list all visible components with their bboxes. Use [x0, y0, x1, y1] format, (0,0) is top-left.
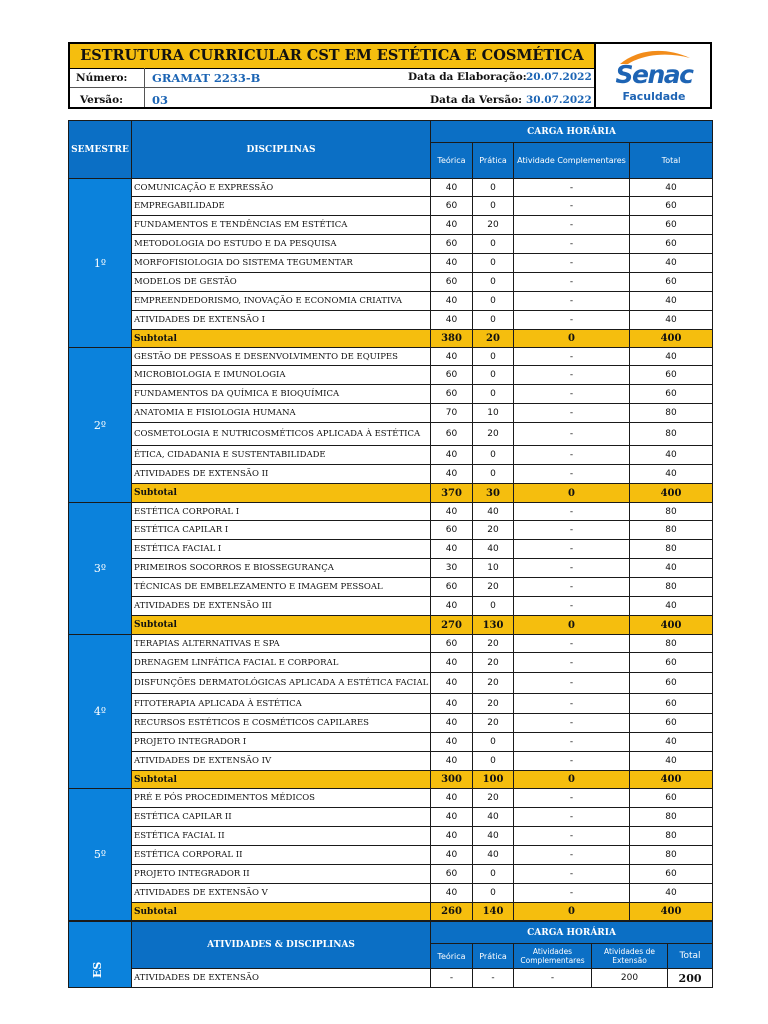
- discipline-name: ESTÉTICA CORPORAL II: [132, 846, 431, 865]
- pratica-value: 0: [473, 197, 514, 216]
- senac-logo: [594, 44, 712, 107]
- discipline-row: [69, 423, 713, 446]
- total-value: 80: [630, 578, 713, 597]
- teorica-value: 70: [431, 404, 473, 423]
- discipline-row: [69, 559, 713, 578]
- atividade-value: -: [514, 635, 630, 653]
- discipline-name: ESTÉTICA CAPILAR I: [132, 521, 431, 540]
- discipline-name: COMUNICAÇÃO E EXPRESSÃO: [132, 179, 431, 197]
- atividade-value: -: [514, 540, 630, 559]
- atividade-value: -: [514, 385, 630, 404]
- subtotal-label: Subtotal: [132, 616, 431, 635]
- semester-label: 1º: [69, 179, 132, 348]
- atividade-value: -: [514, 865, 630, 884]
- semester-label: 3º: [69, 503, 132, 635]
- numero-value: GRAMAT 2233-B: [152, 71, 261, 85]
- pratica-value: 40: [473, 540, 514, 559]
- atividade-value: -: [514, 789, 630, 808]
- discipline-name: ESTÉTICA FACIAL I: [132, 540, 431, 559]
- total-value: 60: [630, 865, 713, 884]
- bottom-header-carga-horaria: CARGA HORÁRIA: [431, 922, 713, 944]
- subtotal-teorica: 370: [431, 484, 473, 503]
- discipline-name: TERAPIAS ALTERNATIVAS E SPA: [132, 635, 431, 653]
- subtotal-row: [69, 616, 713, 635]
- subtotal-row: [69, 903, 713, 921]
- pratica-value: 10: [473, 559, 514, 578]
- atividade-value: -: [514, 366, 630, 385]
- subtotal-teorica: 260: [431, 903, 473, 921]
- discipline-row: [69, 635, 713, 653]
- atividade-value: -: [514, 404, 630, 423]
- subtotal-pratica: 140: [473, 903, 514, 921]
- discipline-row: [69, 366, 713, 385]
- atividade-value: -: [514, 653, 630, 673]
- atividade-value: -: [514, 446, 630, 465]
- teorica-value: 40: [431, 789, 473, 808]
- pratica-value: 0: [473, 254, 514, 273]
- atividade-value: -: [514, 197, 630, 216]
- teorica-value: 40: [431, 846, 473, 865]
- header-teorica: Teórica: [431, 143, 473, 179]
- discipline-row: [69, 884, 713, 903]
- discipline-row: [69, 846, 713, 865]
- teorica-value: 60: [431, 521, 473, 540]
- total-value: 40: [630, 733, 713, 752]
- pratica-value: 20: [473, 216, 514, 235]
- discipline-name: RECURSOS ESTÉTICOS E COSMÉTICOS CAPILARES: [132, 714, 431, 733]
- atividade-value: -: [514, 521, 630, 540]
- teorica-value: 40: [431, 694, 473, 714]
- discipline-name: PROJETO INTEGRADOR I: [132, 733, 431, 752]
- discipline-name: FUNDAMENTOS DA QUÍMICA E BIOQUÍMICA: [132, 385, 431, 404]
- bottom-vertical-label: ES: [69, 922, 132, 988]
- total-value: 80: [630, 827, 713, 846]
- discipline-name: PROJETO INTEGRADOR II: [132, 865, 431, 884]
- subtotal-total: 400: [630, 616, 713, 635]
- pratica-value: 20: [473, 694, 514, 714]
- atividade-value: -: [514, 694, 630, 714]
- document-header: [68, 42, 712, 109]
- total-value: 60: [630, 385, 713, 404]
- teorica-value: 60: [431, 578, 473, 597]
- teorica-value: 40: [431, 808, 473, 827]
- discipline-row: [69, 465, 713, 484]
- pratica-value: 40: [473, 503, 514, 521]
- discipline-row: [69, 404, 713, 423]
- atividade-value: -: [514, 254, 630, 273]
- discipline-name: ATIVIDADES DE EXTENSÃO II: [132, 465, 431, 484]
- discipline-row: [69, 653, 713, 673]
- subtotal-total: 400: [630, 484, 713, 503]
- discipline-name: ESTÉTICA FACIAL II: [132, 827, 431, 846]
- pratica-value: 0: [473, 884, 514, 903]
- pratica-value: 40: [473, 846, 514, 865]
- total-value: 80: [630, 423, 713, 446]
- atividade-value: -: [514, 292, 630, 311]
- semester-label: 2º: [69, 348, 132, 503]
- atividade-value: -: [514, 733, 630, 752]
- document-title: ESTRUTURA CURRICULAR CST EM ESTÉTICA E COSMÉTICA: [70, 44, 596, 69]
- discipline-row: [69, 540, 713, 559]
- total-value: 80: [630, 503, 713, 521]
- subtotal-pratica: 130: [473, 616, 514, 635]
- discipline-row: [69, 827, 713, 846]
- activity-extensao: 200: [592, 969, 668, 988]
- total-value: 80: [630, 404, 713, 423]
- bottom-header-atividades-complementares: Atividades Complementares: [514, 944, 592, 969]
- data-versao-label: Data da Versão:: [430, 94, 523, 106]
- discipline-name: ATIVIDADES DE EXTENSÃO III: [132, 597, 431, 616]
- header-total: Total: [630, 143, 713, 179]
- discipline-name: MODELOS DE GESTÃO: [132, 273, 431, 292]
- pratica-value: 40: [473, 827, 514, 846]
- discipline-name: TÉCNICAS DE EMBELEZAMENTO E IMAGEM PESSOAL: [132, 578, 431, 597]
- logo-subtitle: Faculdade: [622, 90, 686, 103]
- teorica-value: 40: [431, 597, 473, 616]
- discipline-name: MORFOFISIOLOGIA DO SISTEMA TEGUMENTAR: [132, 254, 431, 273]
- pratica-value: 0: [473, 465, 514, 484]
- discipline-row: [69, 446, 713, 465]
- atividade-value: -: [514, 273, 630, 292]
- bottom-header-pratica: Prática: [473, 944, 514, 969]
- total-value: 80: [630, 540, 713, 559]
- atividade-value: -: [514, 348, 630, 366]
- teorica-value: 40: [431, 254, 473, 273]
- discipline-name: ANATOMIA E FISIOLOGIA HUMANA: [132, 404, 431, 423]
- atividade-value: -: [514, 235, 630, 254]
- atividade-value: -: [514, 808, 630, 827]
- data-versao-value: 30.07.2022: [526, 94, 592, 106]
- pratica-value: 20: [473, 653, 514, 673]
- pratica-value: 0: [473, 273, 514, 292]
- atividade-value: -: [514, 597, 630, 616]
- pratica-value: 0: [473, 235, 514, 254]
- discipline-row: [69, 254, 713, 273]
- header-divider: [70, 87, 594, 88]
- discipline-name: ESTÉTICA CAPILAR II: [132, 808, 431, 827]
- pratica-value: 0: [473, 348, 514, 366]
- activity-name: ATIVIDADES DE EXTENSÃO: [132, 969, 431, 988]
- subtotal-label: Subtotal: [132, 330, 431, 348]
- bottom-header-total: Total: [668, 944, 713, 969]
- teorica-value: 40: [431, 884, 473, 903]
- total-value: 40: [630, 292, 713, 311]
- teorica-value: 40: [431, 311, 473, 330]
- discipline-row: [69, 578, 713, 597]
- subtotal-pratica: 30: [473, 484, 514, 503]
- pratica-value: 20: [473, 521, 514, 540]
- teorica-value: 40: [431, 733, 473, 752]
- total-value: 60: [630, 366, 713, 385]
- atividade-value: -: [514, 503, 630, 521]
- discipline-name: ÉTICA, CIDADANIA E SUSTENTABILIDADE: [132, 446, 431, 465]
- atividade-value: -: [514, 311, 630, 330]
- discipline-row: [69, 311, 713, 330]
- discipline-name: METODOLOGIA DO ESTUDO E DA PESQUISA: [132, 235, 431, 254]
- discipline-row: [69, 714, 713, 733]
- total-value: 40: [630, 179, 713, 197]
- atividade-value: -: [514, 465, 630, 484]
- discipline-name: FUNDAMENTOS E TENDÊNCIAS EM ESTÉTICA: [132, 216, 431, 235]
- discipline-name: ATIVIDADES DE EXTENSÃO I: [132, 311, 431, 330]
- semester-label: 5º: [69, 789, 132, 921]
- bottom-header-teorica: Teórica: [431, 944, 473, 969]
- discipline-name: DRENAGEM LINFÁTICA FACIAL E CORPORAL: [132, 653, 431, 673]
- teorica-value: 30: [431, 559, 473, 578]
- pratica-value: 0: [473, 865, 514, 884]
- teorica-value: 40: [431, 503, 473, 521]
- teorica-value: 60: [431, 865, 473, 884]
- teorica-value: 40: [431, 348, 473, 366]
- discipline-row: [69, 752, 713, 771]
- total-value: 40: [630, 559, 713, 578]
- header-atividades-disciplinas: ATIVIDADES & DISCIPLINAS: [132, 922, 431, 969]
- activity-total: 200: [668, 969, 713, 988]
- subtotal-pratica: 20: [473, 330, 514, 348]
- total-value: 60: [630, 714, 713, 733]
- total-value: 40: [630, 446, 713, 465]
- activity-pratica: -: [473, 969, 514, 988]
- discipline-row: [69, 216, 713, 235]
- discipline-row: [69, 521, 713, 540]
- total-value: 60: [630, 273, 713, 292]
- pratica-value: 20: [473, 714, 514, 733]
- discipline-name: MICROBIOLOGIA E IMUNOLOGIA: [132, 366, 431, 385]
- discipline-row: [69, 348, 713, 366]
- subtotal-teorica: 270: [431, 616, 473, 635]
- total-value: 40: [630, 254, 713, 273]
- teorica-value: 40: [431, 292, 473, 311]
- pratica-value: 0: [473, 385, 514, 404]
- discipline-row: [69, 808, 713, 827]
- subtotal-teorica: 380: [431, 330, 473, 348]
- discipline-row: [69, 503, 713, 521]
- subtotal-row: [69, 484, 713, 503]
- pratica-value: 20: [473, 578, 514, 597]
- teorica-value: 40: [431, 653, 473, 673]
- discipline-name: ATIVIDADES DE EXTENSÃO IV: [132, 752, 431, 771]
- logo-wordmark: Senac: [615, 60, 693, 89]
- discipline-row: [69, 733, 713, 752]
- atividade-value: -: [514, 884, 630, 903]
- discipline-name: COSMETOLOGIA E NUTRICOSMÉTICOS APLICADA À ESTÉTICA: [132, 423, 431, 446]
- discipline-row: [69, 235, 713, 254]
- atividade-value: -: [514, 179, 630, 197]
- teorica-value: 60: [431, 635, 473, 653]
- subtotal-label: Subtotal: [132, 484, 431, 503]
- teorica-value: 60: [431, 197, 473, 216]
- subtotal-atividade: 0: [514, 330, 630, 348]
- teorica-value: 40: [431, 673, 473, 694]
- teorica-value: 40: [431, 446, 473, 465]
- teorica-value: 40: [431, 179, 473, 197]
- bottom-header-atividades-extensao: Atividades de Extensão: [592, 944, 668, 969]
- total-value: 60: [630, 789, 713, 808]
- pratica-value: 20: [473, 789, 514, 808]
- pratica-value: 0: [473, 366, 514, 385]
- subtotal-row: [69, 771, 713, 789]
- activity-teorica: -: [431, 969, 473, 988]
- subtotal-atividade: 0: [514, 484, 630, 503]
- subtotal-pratica: 100: [473, 771, 514, 789]
- header-pratica: Prática: [473, 143, 514, 179]
- header-semestre: SEMESTRE: [69, 121, 132, 179]
- subtotal-atividade: 0: [514, 771, 630, 789]
- pratica-value: 0: [473, 752, 514, 771]
- pratica-value: 20: [473, 635, 514, 653]
- teorica-value: 40: [431, 465, 473, 484]
- teorica-value: 60: [431, 366, 473, 385]
- atividade-value: -: [514, 714, 630, 733]
- total-value: 60: [630, 653, 713, 673]
- atividade-value: -: [514, 827, 630, 846]
- pratica-value: 0: [473, 733, 514, 752]
- total-value: 80: [630, 635, 713, 653]
- teorica-value: 40: [431, 752, 473, 771]
- total-value: 40: [630, 752, 713, 771]
- pratica-value: 20: [473, 673, 514, 694]
- total-value: 60: [630, 694, 713, 714]
- discipline-row: [69, 273, 713, 292]
- discipline-name: PRÉ E PÓS PROCEDIMENTOS MÉDICOS: [132, 789, 431, 808]
- curriculum-table: [68, 120, 713, 921]
- activities-table: [68, 921, 713, 988]
- total-value: 60: [630, 197, 713, 216]
- discipline-row: [69, 865, 713, 884]
- subtotal-teorica: 300: [431, 771, 473, 789]
- discipline-name: ESTÉTICA CORPORAL I: [132, 503, 431, 521]
- teorica-value: 60: [431, 273, 473, 292]
- pratica-value: 0: [473, 179, 514, 197]
- teorica-value: 40: [431, 827, 473, 846]
- atividade-value: -: [514, 216, 630, 235]
- discipline-row: [69, 789, 713, 808]
- teorica-value: 40: [431, 714, 473, 733]
- atividade-value: -: [514, 578, 630, 597]
- teorica-value: 60: [431, 423, 473, 446]
- total-value: 80: [630, 808, 713, 827]
- pratica-value: 40: [473, 808, 514, 827]
- total-value: 80: [630, 521, 713, 540]
- pratica-value: 0: [473, 292, 514, 311]
- subtotal-atividade: 0: [514, 903, 630, 921]
- semester-label: 4º: [69, 635, 132, 789]
- atividade-value: -: [514, 673, 630, 694]
- discipline-name: FITOTERAPIA APLICADA À ESTÉTICA: [132, 694, 431, 714]
- versao-value: 03: [152, 93, 169, 107]
- activity-complementares: -: [514, 969, 592, 988]
- teorica-value: 40: [431, 540, 473, 559]
- discipline-name: ATIVIDADES DE EXTENSÃO V: [132, 884, 431, 903]
- total-value: 40: [630, 597, 713, 616]
- discipline-name: EMPREGABILIDADE: [132, 197, 431, 216]
- atividade-value: -: [514, 752, 630, 771]
- pratica-value: 10: [473, 404, 514, 423]
- numero-label: Número:: [76, 72, 128, 84]
- total-value: 40: [630, 465, 713, 484]
- discipline-row: [69, 597, 713, 616]
- pratica-value: 0: [473, 446, 514, 465]
- discipline-name: DISFUNÇÕES DERMATOLÓGICAS APLICADA A ESTÉTICA FACIAL: [132, 673, 431, 694]
- discipline-name: PRIMEIROS SOCORROS E BIOSSEGURANÇA: [132, 559, 431, 578]
- atividade-value: -: [514, 423, 630, 446]
- pratica-value: 0: [473, 597, 514, 616]
- total-value: 40: [630, 311, 713, 330]
- total-value: 60: [630, 673, 713, 694]
- discipline-row: [69, 197, 713, 216]
- discipline-row: [69, 292, 713, 311]
- discipline-row: [69, 385, 713, 404]
- data-elaboracao-label: Data da Elaboração:: [408, 71, 527, 83]
- data-elaboracao-value: 20.07.2022: [526, 71, 592, 83]
- discipline-name: EMPREENDEDORISMO, INOVAÇÃO E ECONOMIA CRIATIVA: [132, 292, 431, 311]
- total-value: 40: [630, 348, 713, 366]
- subtotal-label: Subtotal: [132, 903, 431, 921]
- subtotal-total: 400: [630, 903, 713, 921]
- total-value: 80: [630, 846, 713, 865]
- discipline-row: [69, 694, 713, 714]
- subtotal-label: Subtotal: [132, 771, 431, 789]
- teorica-value: 60: [431, 235, 473, 254]
- subtotal-row: [69, 330, 713, 348]
- total-value: 60: [630, 235, 713, 254]
- pratica-value: 20: [473, 423, 514, 446]
- pratica-value: 0: [473, 311, 514, 330]
- subtotal-total: 400: [630, 330, 713, 348]
- discipline-row: [69, 673, 713, 694]
- header-carga-horaria: CARGA HORÁRIA: [431, 121, 713, 143]
- subtotal-atividade: 0: [514, 616, 630, 635]
- total-value: 40: [630, 884, 713, 903]
- atividade-value: -: [514, 846, 630, 865]
- versao-label: Versão:: [80, 94, 123, 106]
- atividade-value: -: [514, 559, 630, 578]
- discipline-row: [69, 179, 713, 197]
- total-value: 60: [630, 216, 713, 235]
- header-atividade-complementares: Atividade Complementares: [514, 143, 630, 179]
- teorica-value: 60: [431, 385, 473, 404]
- discipline-name: GESTÃO DE PESSOAS E DESENVOLVIMENTO DE EQUIPES: [132, 348, 431, 366]
- header-disciplinas: DISCIPLINAS: [132, 121, 431, 179]
- subtotal-total: 400: [630, 771, 713, 789]
- teorica-value: 40: [431, 216, 473, 235]
